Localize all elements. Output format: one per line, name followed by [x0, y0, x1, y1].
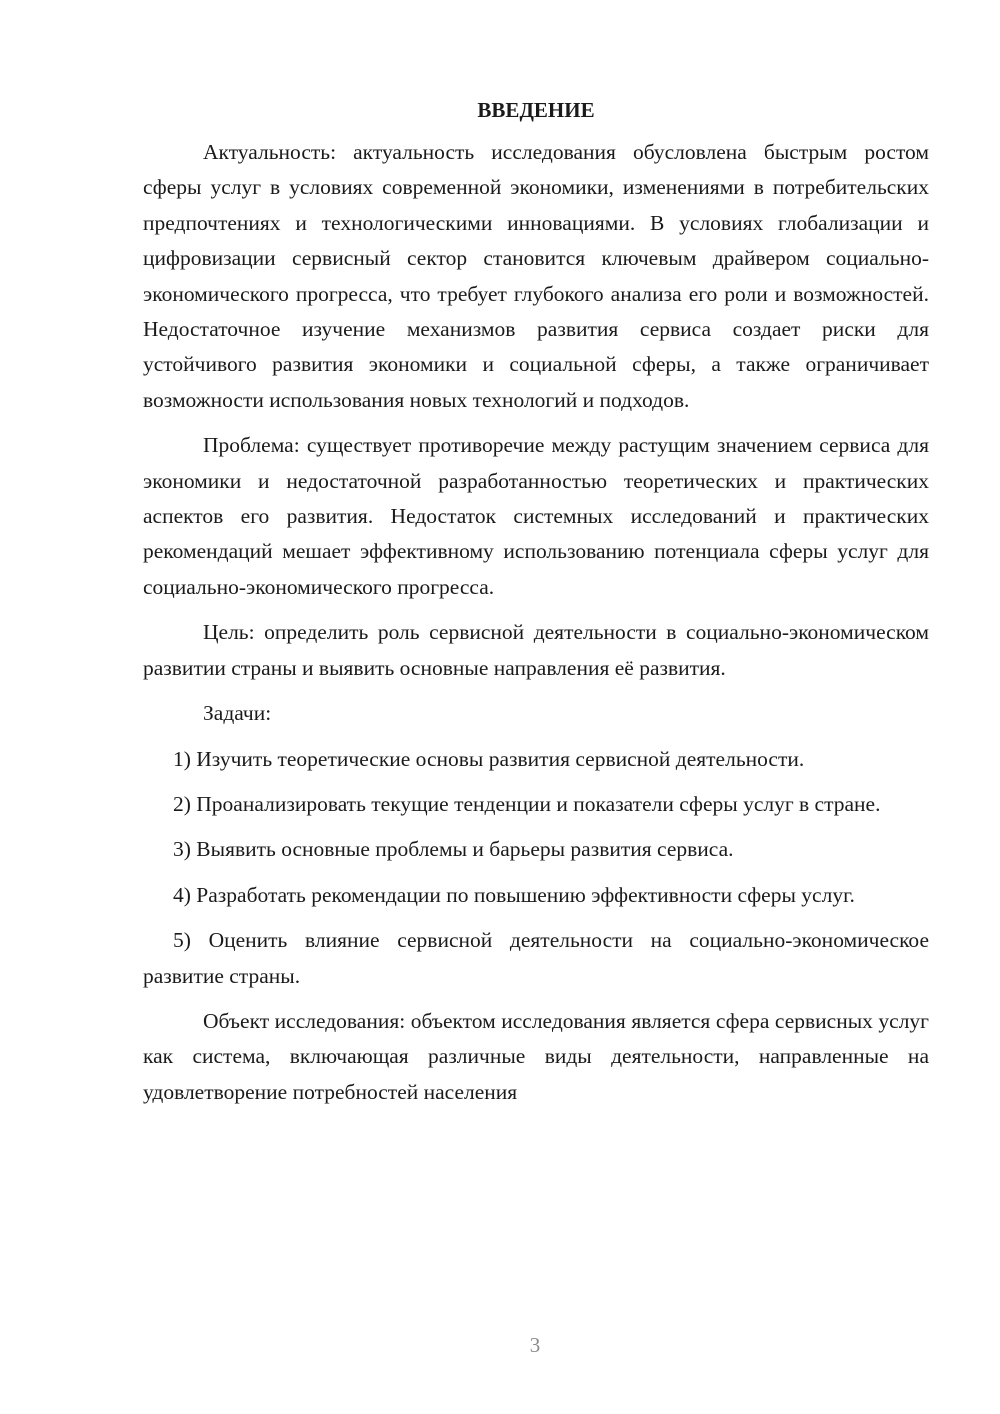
task-item: 2) Проанализировать текущие тенденции и показатели сферы услуг в стране.: [173, 791, 881, 816]
page-content: [143, 95, 929, 1120]
task-item: 5) Оценить влияние сервисной деятельности на социально-экономическое развитие страны.: [143, 928, 929, 988]
paragraph-problem: Проблема: существует противоречие между растущим значением сервиса для экономики и недостаточной разработанностью теоретических и практических аспектов его развития. Недостаток системных исследований и практических рекомендаций мешает эффективному использованию потенциала сферы услуг для социально-экономического прогресса.: [143, 433, 929, 599]
task-item: 3) Выявить основные проблемы и барьеры развития сервиса.: [173, 837, 734, 862]
paragraph-relevance: Актуальность: актуальность исследования обусловлена быстрым ростом сферы услуг в условиях современной экономики, изменениями в потребительских предпочтениях и технологическими инновациями. В условиях глобализации и цифровизации сервисный сектор становится ключевым драйвером социально-экономического прогресса, что требует глубокого анализа его роли и возможностей. Недостаточное изучение механизмов развития сервиса создает риски для устойчивого развития экономики и социальной сферы, а также ограничивает возможности использования новых технологий и подходов.: [143, 140, 929, 412]
paragraph-goal: Цель: определить роль сервисной деятельности в социально-экономическом развитии страны и выявить основные направления её развития.: [143, 620, 929, 680]
tasks-heading: Задачи:: [203, 701, 272, 726]
task-item: 1) Изучить теоретические основы развития сервисной деятельности.: [173, 746, 805, 771]
section-title: ВВЕДЕНИЕ: [477, 98, 595, 122]
page-number: 3: [529, 1333, 541, 1357]
task-item: 4) Разработать рекомендации по повышению эффективности сферы услуг.: [173, 882, 855, 907]
paragraph-object: Объект исследования: объектом исследования является сфера сервисных услуг как система, включающая различные виды деятельности, направленные на удовлетворение потребностей населения: [143, 1008, 929, 1104]
